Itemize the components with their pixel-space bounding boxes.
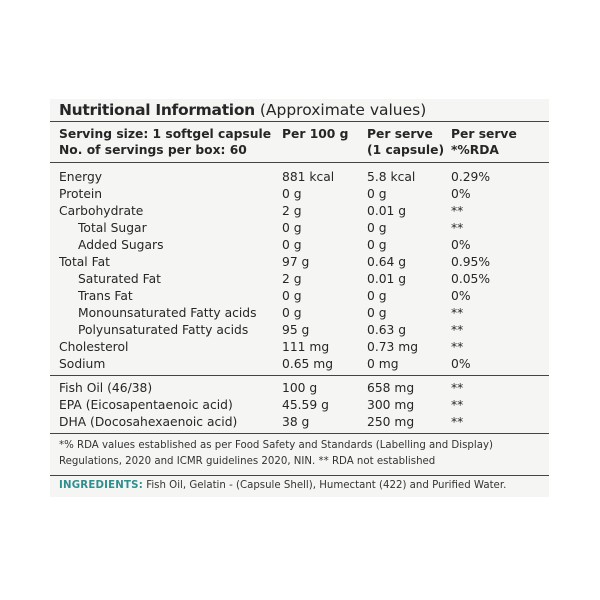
nutrient-name: Sodium [59,357,106,371]
nutrient-serve: 0.63 g [367,323,407,337]
ingredients-text: Fish Oil, Gelatin - (Capsule Shell), Humectant (422) and Purified Water. [142,480,507,491]
nutrient-rda: 0% [451,238,471,252]
oil-rda: ** [451,381,464,395]
ingredients-label: INGREDIENTS: [59,480,143,491]
nutrient-per100: 2 g [282,272,302,286]
nutrient-rda: ** [451,306,464,320]
oil-name: DHA (Docosahexaenoic acid) [59,415,238,429]
nutrient-rda: ** [451,204,464,218]
oil-serve: 250 mg [367,415,415,429]
nutrition-label [50,99,549,497]
nutrient-serve: 0 g [367,289,387,303]
title-main: Nutritional Information [59,101,255,119]
nutrient-rda: 0% [451,289,471,303]
oils-divider [50,375,549,376]
nutrient-rda: ** [451,221,464,235]
nutrient-serve: 0.01 g [367,204,407,218]
nutrient-rda: ** [451,340,464,354]
nutrient-serve: 0.73 mg [367,340,419,354]
col-header-rda-sub: *%RDA [451,143,499,157]
ingredients [59,480,506,491]
oil-per100: 45.59 g [282,398,329,412]
nutrient-serve: 0 mg [367,357,399,371]
nutrient-per100: 0 g [282,221,302,235]
nutrient-serve: 0 g [367,187,387,201]
footnote-line-2: Regulations, 2020 and ICMR guidelines 2020, NIN. ** RDA not established [59,456,436,467]
nutrient-per100: 111 mg [282,340,330,354]
nutrient-name: Total Fat [59,255,110,269]
nutrient-per100: 0 g [282,238,302,252]
oil-name: Fish Oil (46/38) [59,381,153,395]
nutrient-name: Polyunsaturated Fatty acids [78,323,249,337]
nutrient-rda: 0.95% [451,255,491,269]
title-sub: (Approximate values) [259,101,427,119]
nutrient-per100: 95 g [282,323,310,337]
nutrient-name: Added Sugars [78,238,164,252]
oil-serve: 658 mg [367,381,415,395]
ingredients-divider [50,475,549,476]
nutrient-name: Protein [59,187,103,201]
nutrient-per100: 0 g [282,306,302,320]
nutrient-serve: 0.64 g [367,255,407,269]
nutrient-rda: 0.05% [451,272,491,286]
serving-size: Serving size: 1 softgel capsule [59,127,272,141]
nutrient-rda: ** [451,323,464,337]
nutrient-serve: 0.01 g [367,272,407,286]
col-header-per100: Per 100 g [282,127,349,141]
nutrient-rda: 0.29% [451,170,491,184]
nutrient-rda: 0% [451,187,471,201]
nutrient-name: Total Sugar [78,221,147,235]
nutrient-per100: 0 g [282,187,302,201]
nutrient-name: Energy [59,170,103,184]
nutrient-serve: 0 g [367,221,387,235]
oil-per100: 100 g [282,381,318,395]
col-header-rda: Per serve [451,127,517,141]
oil-rda: ** [451,398,464,412]
nutrient-name: Saturated Fat [78,272,161,286]
nutrient-serve: 5.8 kcal [367,170,416,184]
col-header-perserve: Per serve [367,127,433,141]
oil-name: EPA (Eicosapentaenoic acid) [59,398,233,412]
nutrient-name: Monounsaturated Fatty acids [78,306,257,320]
nutrient-rda: 0% [451,357,471,371]
nutrient-per100: 0.65 mg [282,357,334,371]
nutrient-name: Carbohydrate [59,204,144,218]
oil-serve: 300 mg [367,398,415,412]
oil-per100: 38 g [282,415,310,429]
footnote [59,438,539,470]
col-header-perserve-sub: (1 capsule) [367,143,445,157]
title-divider [50,121,549,122]
nutrient-serve: 0 g [367,306,387,320]
nutrient-serve: 0 g [367,238,387,252]
nutrient-name: Trans Fat [78,289,133,303]
nutrient-per100: 2 g [282,204,302,218]
oil-rda: ** [451,415,464,429]
nutrient-per100: 97 g [282,255,310,269]
servings-per-box: No. of servings per box: 60 [59,143,247,157]
footnote-divider [50,433,549,434]
nutrient-per100: 0 g [282,289,302,303]
nutrient-name: Cholesterol [59,340,129,354]
header-divider [50,162,549,163]
footnote-line-1: *% RDA values established as per Food Safety and Standards (Labelling and Display) [59,440,493,451]
nutrient-per100: 881 kcal [282,170,335,184]
label-title [59,101,426,119]
